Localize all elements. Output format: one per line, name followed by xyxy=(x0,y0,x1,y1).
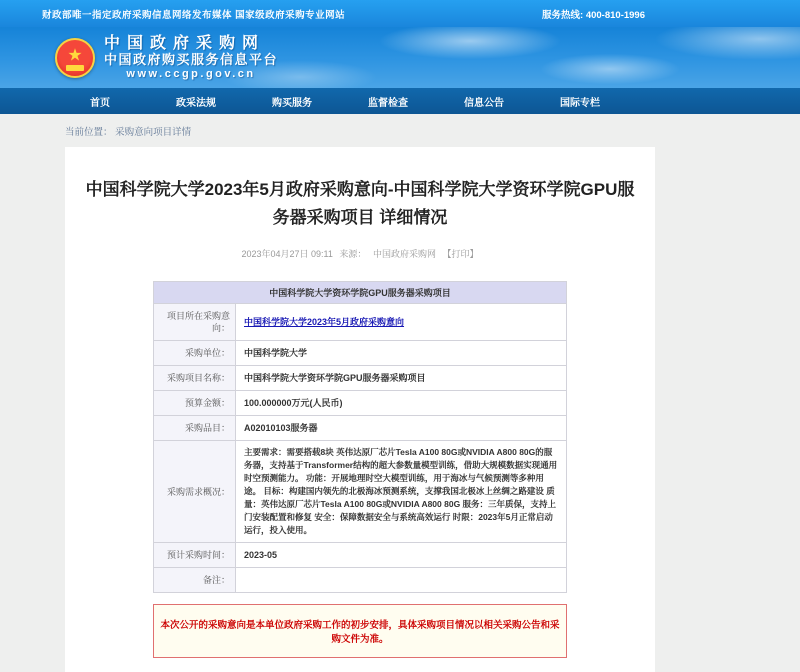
site-logo-link[interactable] xyxy=(55,35,278,81)
field-value-requirements: 主要需求：需要搭载8块 英伟达原厂芯片Tesla A100 80G或NVIDIA A800 80G的服务器，支持基于Transformer结构的超大参数量模型训练，借助大规模数据实现通用时空预测能力。 功能：开展地理时空大模型训练，用于海冰与气候预测等多种用途。 目标：构建国内领先的北极海冰预测系统，支撑我国北极冰上丝绸之路建设 质量：英伟达原厂芯片Tesla A100 80G或NVIDIA A800 80G 服务：三年质保，支持上门安装配置和修复 安全：保障数据安全与系统高效运行 时限：2023年5月正常启动运行，投入使用。 xyxy=(236,441,567,543)
table-row xyxy=(154,341,567,366)
breadcrumb xyxy=(0,114,800,138)
field-value-budget: 100.000000万元(人民币) xyxy=(236,391,567,416)
top-service-bar xyxy=(0,0,800,27)
nav-item-purchase-services[interactable]: 购买服务 xyxy=(272,97,312,109)
intention-link[interactable]: 中国科学院大学2023年5月政府采购意向 xyxy=(244,317,405,328)
nav-item-announcements[interactable]: 信息公告 xyxy=(464,97,504,109)
field-value-expected-time: 2023-05 xyxy=(236,543,567,568)
table-caption: 中国科学院大学资环学院GPU服务器采购项目 xyxy=(154,282,567,304)
table-row xyxy=(154,568,567,593)
field-label-category: 采购品目： xyxy=(154,416,236,441)
breadcrumb-current: 采购意向项目详情 xyxy=(115,127,192,138)
nav-item-international[interactable]: 国际专栏 xyxy=(560,97,600,109)
table-row xyxy=(154,441,567,543)
field-label-requirements: 采购需求概况： xyxy=(154,441,236,543)
site-url: www.ccgp.gov.cn xyxy=(126,68,256,81)
article-panel xyxy=(65,147,655,672)
print-button[interactable]: 【打印】 xyxy=(442,249,479,260)
table-row xyxy=(154,366,567,391)
site-subtitle: 中国政府购买服务信息平台 xyxy=(104,52,279,68)
field-label-intention: 项目所在采购意向： xyxy=(154,304,236,341)
breadcrumb-prefix: 当前位置： xyxy=(65,127,113,138)
service-hotline: 服务热线: 400-810-1996 xyxy=(542,10,645,21)
page-title: 中国科学院大学2023年5月政府采购意向-中国科学院大学资环学院GPU服务器采购项目 详细情况 xyxy=(85,180,635,228)
field-label-purchaser: 采购单位： xyxy=(154,341,236,366)
gate-icon xyxy=(66,65,84,71)
site-name: 中国政府采购网 xyxy=(104,35,266,52)
article-meta xyxy=(65,247,655,260)
field-value-project-name: 中国科学院大学资环学院GPU服务器采购项目 xyxy=(236,366,567,391)
table-caption-row xyxy=(154,282,567,304)
field-value-intention xyxy=(236,304,567,341)
procurement-detail-table xyxy=(153,281,567,593)
star-icon: ★ xyxy=(67,45,83,65)
logo-text xyxy=(104,35,278,81)
field-label-project-name: 采购项目名称： xyxy=(154,366,236,391)
field-label-budget: 预算金额： xyxy=(154,391,236,416)
field-value-remarks xyxy=(236,568,567,593)
publish-datetime: 2023年04月27日 09:11 xyxy=(241,249,333,260)
field-value-category: A02010103服务器 xyxy=(236,416,567,441)
site-slogan: 财政部唯一指定政府采购信息网络发布媒体 国家级政府采购专业网站 xyxy=(42,10,346,21)
main-nav xyxy=(0,88,800,114)
nav-item-supervision[interactable]: 监督检查 xyxy=(368,97,408,109)
field-label-remarks: 备注： xyxy=(154,568,236,593)
field-value-purchaser: 中国科学院大学 xyxy=(236,341,567,366)
nav-item-home[interactable]: 首页 xyxy=(90,97,110,109)
source-name: 中国政府采购网 xyxy=(372,249,436,260)
table-row xyxy=(154,543,567,568)
national-emblem-icon xyxy=(55,38,95,78)
field-label-expected-time: 预计采购时间： xyxy=(154,543,236,568)
disclaimer-notice: 本次公开的采购意向是本单位政府采购工作的初步安排，具体采购项目情况以相关采购公告和采购文件为准。 xyxy=(153,604,567,658)
table-row xyxy=(154,391,567,416)
table-row xyxy=(154,304,567,341)
table-row xyxy=(154,416,567,441)
nav-item-regulations[interactable]: 政采法规 xyxy=(176,97,216,109)
site-header xyxy=(0,27,800,88)
source-label: 来源： xyxy=(339,249,367,260)
